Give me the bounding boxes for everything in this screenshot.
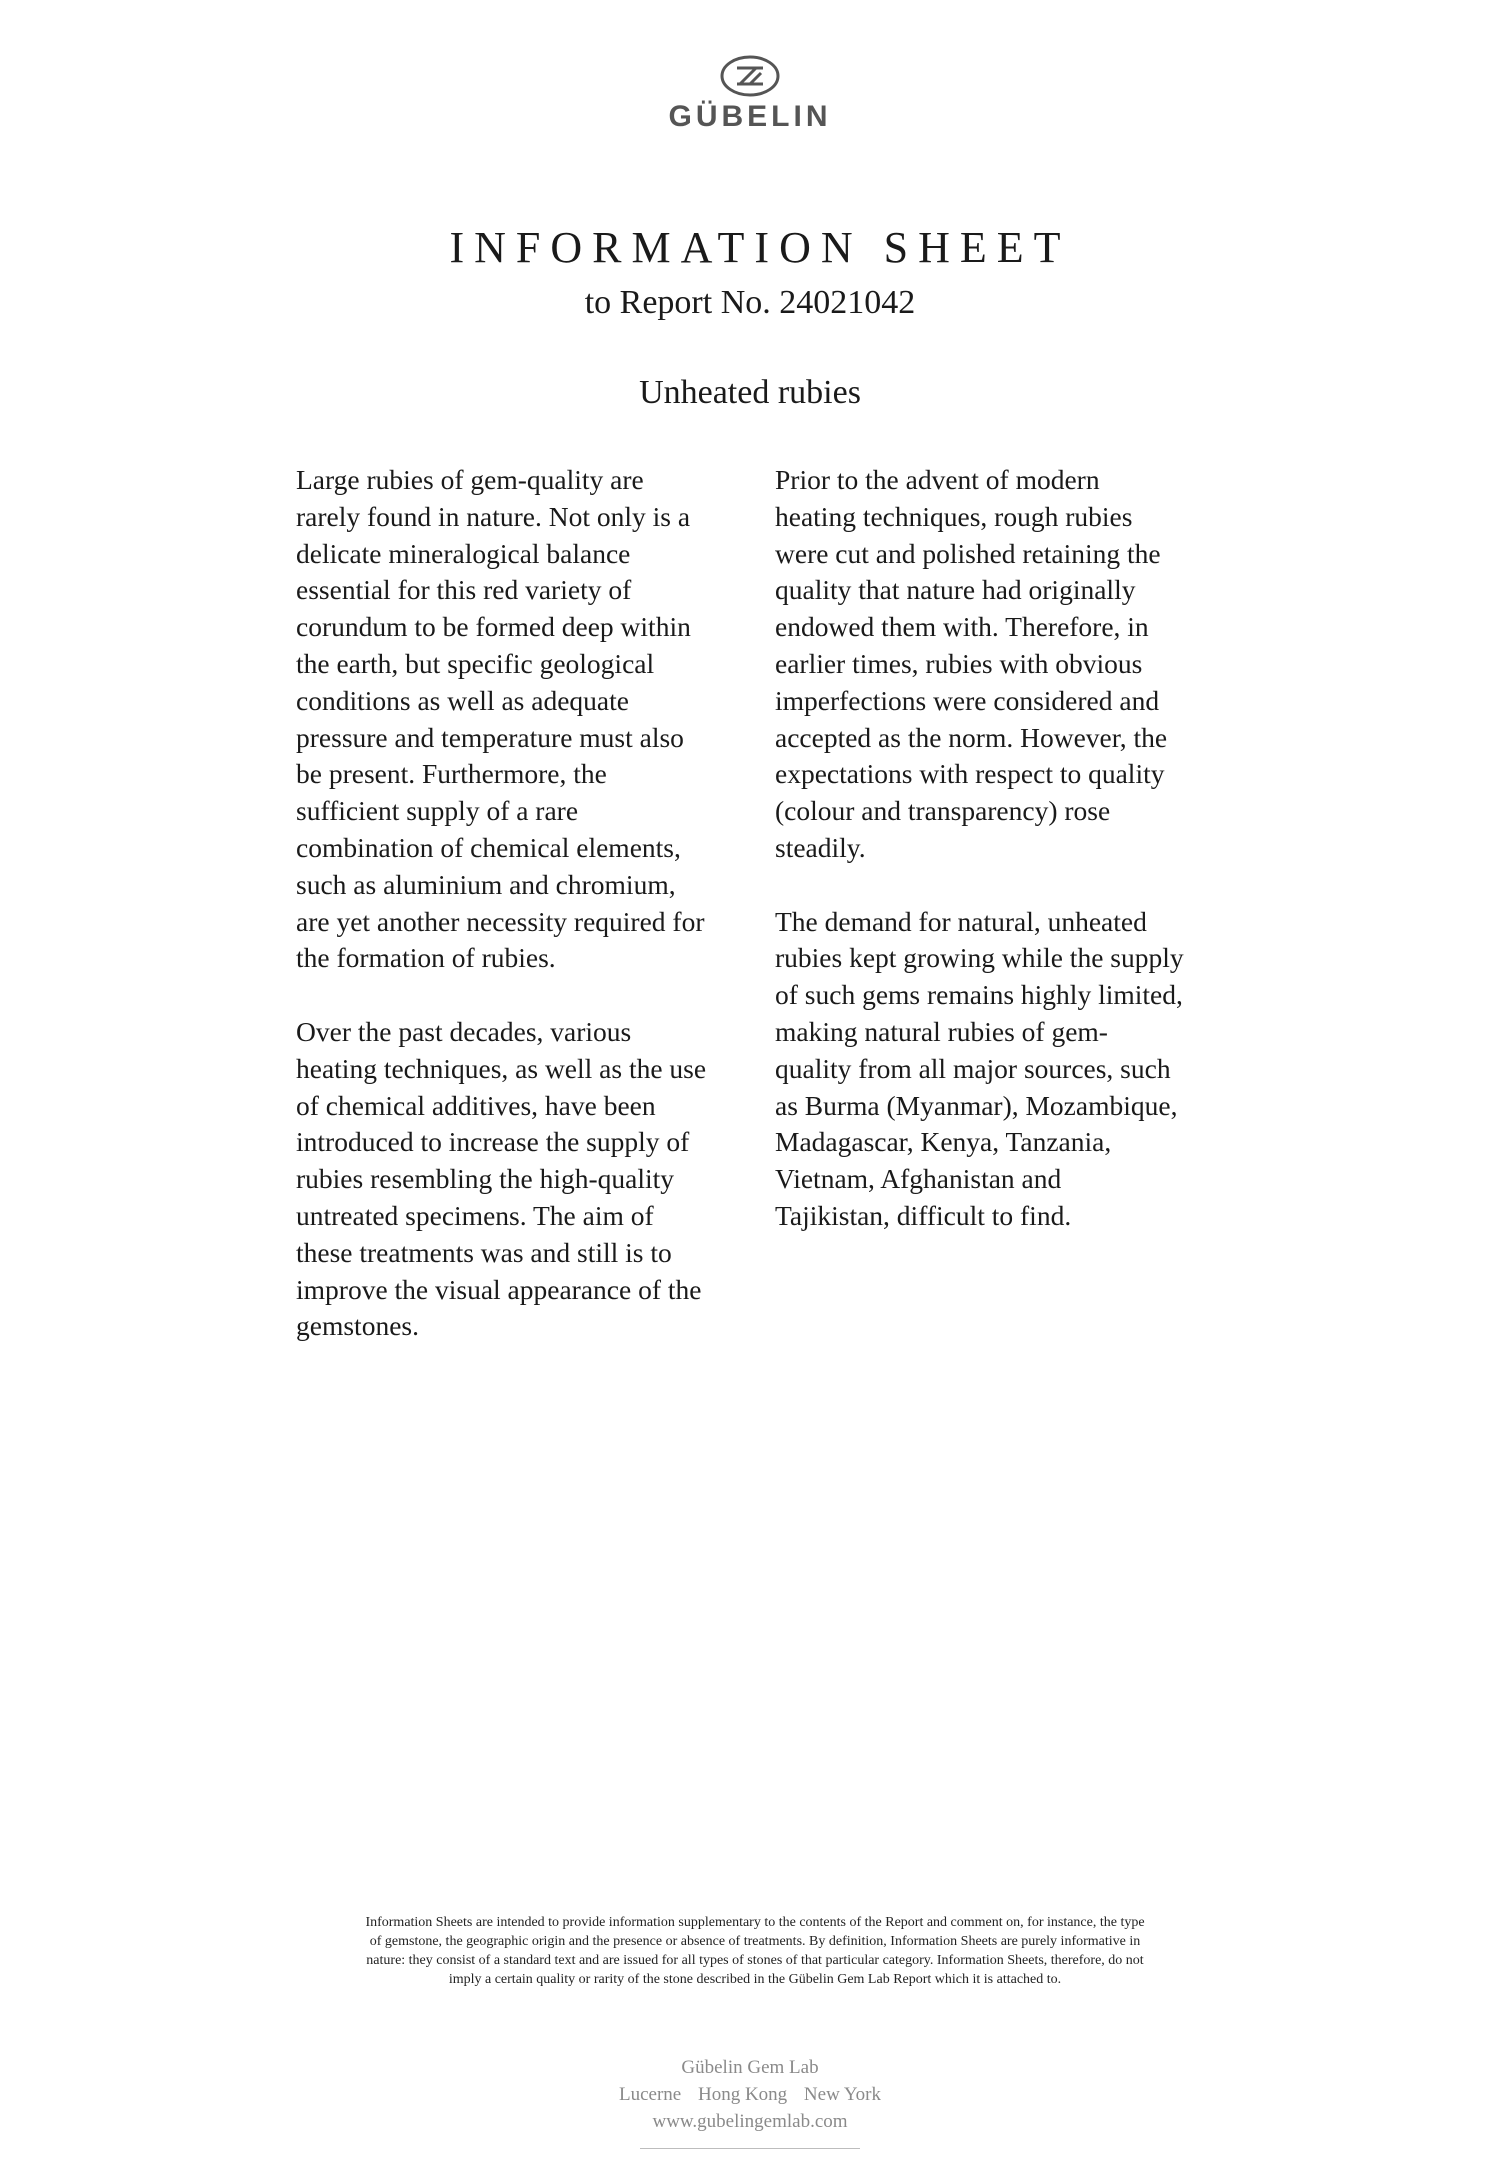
footer	[0, 2054, 1500, 2135]
brand-wordmark: GÜBELIN	[668, 100, 832, 133]
paragraph: Prior to the advent of modern heating techniques, rough rubies were cut and polished retaining the quality that nature had originally endowed them with. Therefore, in earlier times, rubies with obvious imperfections were considered and accepted as the norm. However, the expectations with respect to quality (colour and transparency) rose steadily.	[775, 464, 1168, 863]
footer-divider	[640, 2148, 860, 2149]
document-title: INFORMATION SHEET	[449, 223, 1071, 272]
website-link[interactable]: www.gubelingemlab.com	[652, 2111, 848, 2132]
paragraph: Over the past decades, various heating techniques, as well as the use of chemical additives, have been introduced to increase the supply of rubies resembling the high-quality untreated specimens. The aim of these treatments was and still is to improve the visual appearance of the gemstones.	[296, 1015, 707, 1342]
location: New York	[803, 2084, 881, 2105]
disclaimer-text: Information Sheets are intended to provide information supplementary to the contents of the Report and comment on, for instance, the type of gemstone, the geographic origin and the presence or absence of treatments. By definition, Information Sheets are purely informative in nature: they consist of a standard text and are issued for all types of stones of that particular category. Information Sheets, therefore, do not imply a certain quality or rarity of the stone described in the Gübelin Gem Lab Report which it is attached to.	[365, 1915, 1145, 1987]
right-column	[775, 462, 1235, 1272]
report-number: to Report No. 24021042	[584, 284, 916, 321]
lab-name: Gübelin Gem Lab	[681, 2057, 819, 2078]
location: Hong Kong	[697, 2084, 788, 2105]
paragraph: Large rubies of gem-quality are rarely found in nature. Not only is a delicate mineralogical balance essential for this red variety of corundum to be formed deep within the earth, but specific geological conditions as well as adequate pressure and temperature must also be present. Furthermore, the sufficient supply of a rare combination of chemical elements, such as aluminium and chromium, are yet another necessity required for the formation of rubies.	[296, 464, 705, 974]
lab-locations	[0, 2081, 1500, 2108]
left-column	[296, 462, 756, 1382]
section-title: Unheated rubies	[639, 374, 861, 411]
location: Lucerne	[618, 2084, 682, 2105]
paragraph: The demand for natural, unheated rubies kept growing while the supply of such gems remains highly limited, making natural rubies of gem- quality from all major sources, such as Burma (Myanmar), Mozambique, Madagascar, Kenya, Tanzania, Vietnam, Afghanistan and Tajikistan, difficult to find.	[775, 905, 1184, 1231]
gubelin-logo-icon	[720, 54, 780, 98]
